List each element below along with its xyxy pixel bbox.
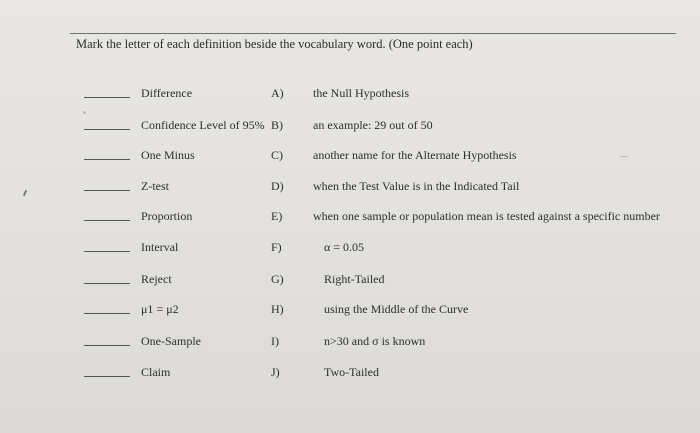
vocab-term: Reject	[141, 272, 172, 286]
definition-letter: F)	[271, 240, 282, 254]
vocab-row	[0, 118, 700, 138]
answer-blank[interactable]	[84, 97, 130, 98]
definition-text: n>30 and σ is known	[324, 334, 426, 348]
answer-blank[interactable]	[84, 376, 130, 377]
answer-blank[interactable]	[84, 313, 130, 314]
answer-blank[interactable]	[84, 283, 130, 284]
definition-letter: H)	[271, 302, 284, 316]
vocab-row	[0, 302, 700, 322]
answer-blank[interactable]	[84, 159, 130, 160]
definition-text: an example: 29 out of 50	[313, 118, 433, 132]
vocab-term: μ1 = μ2	[141, 302, 179, 316]
vocab-term: Difference	[141, 86, 193, 100]
definition-text: another name for the Alternate Hypothesis	[313, 148, 517, 162]
definition-letter: E)	[271, 209, 283, 223]
vocab-row	[0, 272, 700, 292]
vocab-term: One-Sample	[141, 334, 201, 348]
vocab-term: Claim	[141, 365, 171, 379]
vocab-term: Interval	[141, 240, 179, 254]
definition-letter: J)	[271, 365, 280, 379]
definition-letter: I)	[271, 334, 279, 348]
definition-letter: B)	[271, 118, 283, 132]
definition-text: the Null Hypothesis	[313, 86, 409, 100]
answer-blank[interactable]	[84, 251, 130, 252]
instructions-text: Mark the letter of each definition beside the vocabulary word. (One point each)	[76, 37, 473, 51]
vocab-term: Confidence Level of 95%	[141, 118, 265, 132]
vocab-row	[0, 179, 700, 199]
vocab-row	[0, 86, 700, 106]
definition-letter: C)	[271, 148, 283, 162]
definition-letter: D)	[271, 179, 284, 193]
vocab-term: Z-test	[141, 179, 169, 193]
vocab-row	[0, 365, 700, 385]
answer-blank[interactable]	[84, 190, 130, 191]
vocab-row	[0, 148, 700, 168]
definition-letter: A)	[271, 86, 284, 100]
definition-text: using the Middle of the Curve	[324, 302, 469, 316]
answer-blank[interactable]	[84, 220, 130, 221]
definition-text: when the Test Value is in the Indicated Tail	[313, 179, 520, 193]
definition-letter: G)	[271, 272, 284, 286]
answer-blank[interactable]	[84, 345, 130, 346]
vocab-row	[0, 240, 700, 260]
definition-text: when one sample or population mean is tested against a specific number	[313, 209, 660, 223]
vocab-term: One Minus	[141, 148, 195, 162]
definition-text: Right-Tailed	[324, 272, 385, 286]
answer-blank[interactable]	[84, 129, 130, 130]
definition-text: Two-Tailed	[324, 365, 379, 379]
top-divider	[70, 33, 676, 34]
definition-text: α = 0.05	[324, 240, 365, 254]
vocab-term: Proportion	[141, 209, 193, 223]
vocab-row	[0, 209, 700, 229]
pencil-smudge	[83, 111, 86, 114]
vocab-row	[0, 334, 700, 354]
